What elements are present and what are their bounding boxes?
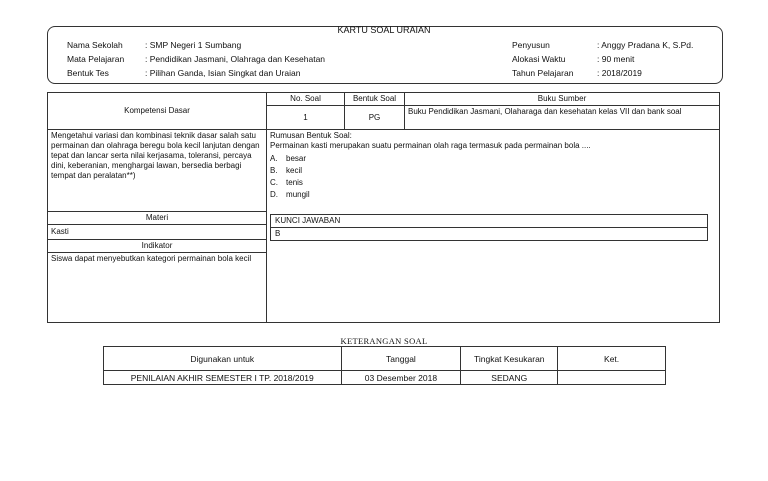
card-title: KARTU SOAL URAIAN bbox=[337, 25, 431, 35]
bentuk-soal-header: Bentuk Soal bbox=[345, 93, 405, 106]
header-value-test-type: : Pilihan Ganda, Isian Singkat dan Uraian bbox=[145, 68, 301, 78]
ket-difficulty: SEDANG bbox=[461, 371, 558, 385]
header-value-school: : SMP Negeri 1 Sumbang bbox=[145, 40, 242, 50]
keterangan-title: KETERANGAN SOAL bbox=[340, 336, 428, 346]
header-label-author: Penyusun bbox=[512, 40, 550, 50]
kunci-label: KUNCI JAWABAN bbox=[271, 215, 708, 228]
kunci-value: B bbox=[271, 228, 708, 241]
ket-header-note: Ket. bbox=[558, 347, 666, 371]
ket-note bbox=[558, 371, 666, 385]
materi-header: Materi bbox=[48, 212, 267, 225]
indikator-header: Indikator bbox=[48, 240, 267, 253]
question-area bbox=[267, 130, 720, 323]
header-label-year: Tahun Pelajaran bbox=[512, 68, 574, 78]
buku-sumber-header: Buku Sumber bbox=[405, 93, 720, 106]
question-text: Permainan kasti merupakan suatu permainan olah raga termasuk pada permainan bola .... bbox=[270, 141, 591, 150]
question-card-table bbox=[47, 92, 720, 323]
header-value-year: : 2018/2019 bbox=[597, 68, 642, 78]
kd-header: Kompetensi Dasar bbox=[48, 93, 267, 130]
header-label-test-type: Bentuk Tes bbox=[67, 68, 109, 78]
indikator-value: Siswa dapat menyebutkan kategori permainan bola kecil bbox=[48, 253, 267, 323]
option-a: A. besar bbox=[270, 154, 307, 163]
options-list bbox=[270, 153, 716, 201]
materi-value: Kasti bbox=[48, 225, 267, 240]
header-value-author: : Anggy Pradana K, S.Pd. bbox=[597, 40, 694, 50]
header-label-subject: Mata Pelajaran bbox=[67, 54, 125, 64]
ket-header-date: Tanggal bbox=[341, 347, 461, 371]
keterangan-table bbox=[103, 346, 666, 385]
header-label-time: Alokasi Waktu bbox=[512, 54, 566, 64]
option-b: B. kecil bbox=[270, 166, 303, 175]
no-soal-value: 1 bbox=[267, 106, 345, 130]
bentuk-soal-value: PG bbox=[345, 106, 405, 130]
kd-text: Mengetahui variasi dan kombinasi teknik dasar salah satu permainan dan olahraga beregu bola kecil lanjutan dengan tepat dan lancar serta nilai kerjasama, toleransi, percaya dini, keberanian, menghargai lawan, bersedia berbagi tempat dan peralatan**) bbox=[48, 130, 267, 212]
ket-header-difficulty: Tingkat Kesukaran bbox=[461, 347, 558, 371]
header-value-time: : 90 menit bbox=[597, 54, 635, 64]
no-soal-header: No. Soal bbox=[267, 93, 345, 106]
buku-sumber-value: Buku Pendidikan Jasmani, Olaharaga dan kesehatan kelas VII dan bank soal bbox=[405, 106, 720, 130]
ket-header-usage: Digunakan untuk bbox=[104, 347, 342, 371]
option-c: C. tenis bbox=[270, 178, 303, 187]
option-d: D. mungil bbox=[270, 190, 310, 199]
ket-usage: PENILAIAN AKHIR SEMESTER I TP. 2018/2019 bbox=[104, 371, 342, 385]
rumusan-label: Rumusan Bentuk Soal: bbox=[270, 131, 352, 140]
header-label-school: Nama Sekolah bbox=[67, 40, 123, 50]
header-value-subject: : Pendidikan Jasmani, Olahraga dan Kesehatan bbox=[145, 54, 326, 64]
answer-key-table bbox=[270, 214, 708, 241]
ket-date: 03 Desember 2018 bbox=[341, 371, 461, 385]
